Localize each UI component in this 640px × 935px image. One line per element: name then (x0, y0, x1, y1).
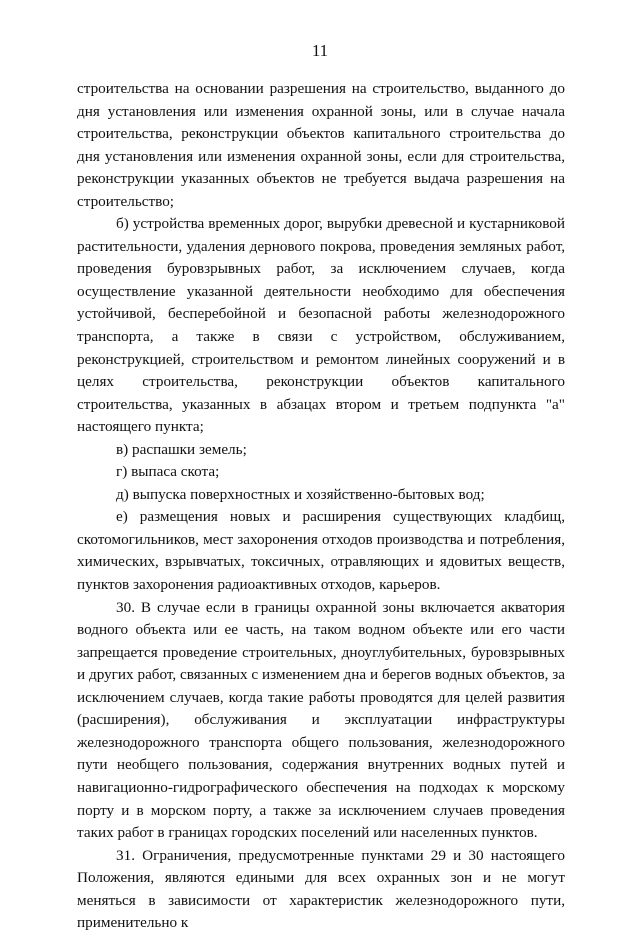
paragraph-clause-31: 31. Ограничения, предусмотренные пунктами 29 и 30 настоящего Положения, являются едиными для всех охранных зон и не могут меняться в зависимости от характеристик железнодорожного пути, применительно к (77, 846, 565, 932)
paragraph-continuation: строительства на основании разрешения на строительство, выданного до дня установления или изменения охранной зоны, или в случае начала строительства, реконструкции объектов капитального строительства до дня установления или изменения охранной зоны, если для строительства, реконструкции указанных объектов не требуется выдача разрешения на строительство; (77, 80, 565, 210)
paragraph-item-g: г) выпаса скота; (116, 463, 220, 481)
paragraph-clause-30: 30. В случае если в границы охранной зоны включается акватория водного объекта или ее часть, на таком водном объекте или его части запрещается проведение строительных, дноуглубительных, буровзрывных и других работ, связанных с изменением дна и берегов водных объектов, за исключением случаев, когда такие работы проводятся для целей развития (расширения), обслуживания и эксплуатации инфраструктуры железнодорожного транспорта общего пользования, железнодорожного пути необщего пользования, содержания внутренних водных путей и навигационно-гидрографического обеспечения на подходах к морскому порту и в морском порту, а также за исключением случаев проведения таких работ в границах городских поселений или населенных пунктов. (77, 598, 565, 842)
paragraph-item-b: б) устройства временных дорог, вырубки древесной и кустарниковой растительности, удаления дернового покрова, проведения земляных работ, проведения буровзрывных работ, за исключением случаев, когда осуществление указанной деятельности необходимо для обеспечения устойчивой, бесперебойной и безопасной работы железнодорожного транспорта, а также в связи с устройством, обслуживанием, реконструкцией, строительством и ремонтом линейных сооружений и в целях строительства, реконструкции объектов капитального строительства, указанных в абзацах втором и третьем подпункта "а" настоящего пункта; (77, 215, 565, 436)
paragraph-item-d: д) выпуска поверхностных и хозяйственно-бытовых вод; (116, 485, 485, 503)
document-body (77, 78, 565, 935)
paragraph-item-v: в) распашки земель; (116, 440, 247, 458)
paragraph-item-e: е) размещения новых и расширения существующих кладбищ, скотомогильников, мест захоронения отходов производства и потребления, химических, взрывчатых, токсичных, отравляющих и ядовитых веществ, пунктов захоронения радиоактивных отходов, карьеров. (77, 508, 565, 594)
page-number: 11 (311, 41, 329, 60)
